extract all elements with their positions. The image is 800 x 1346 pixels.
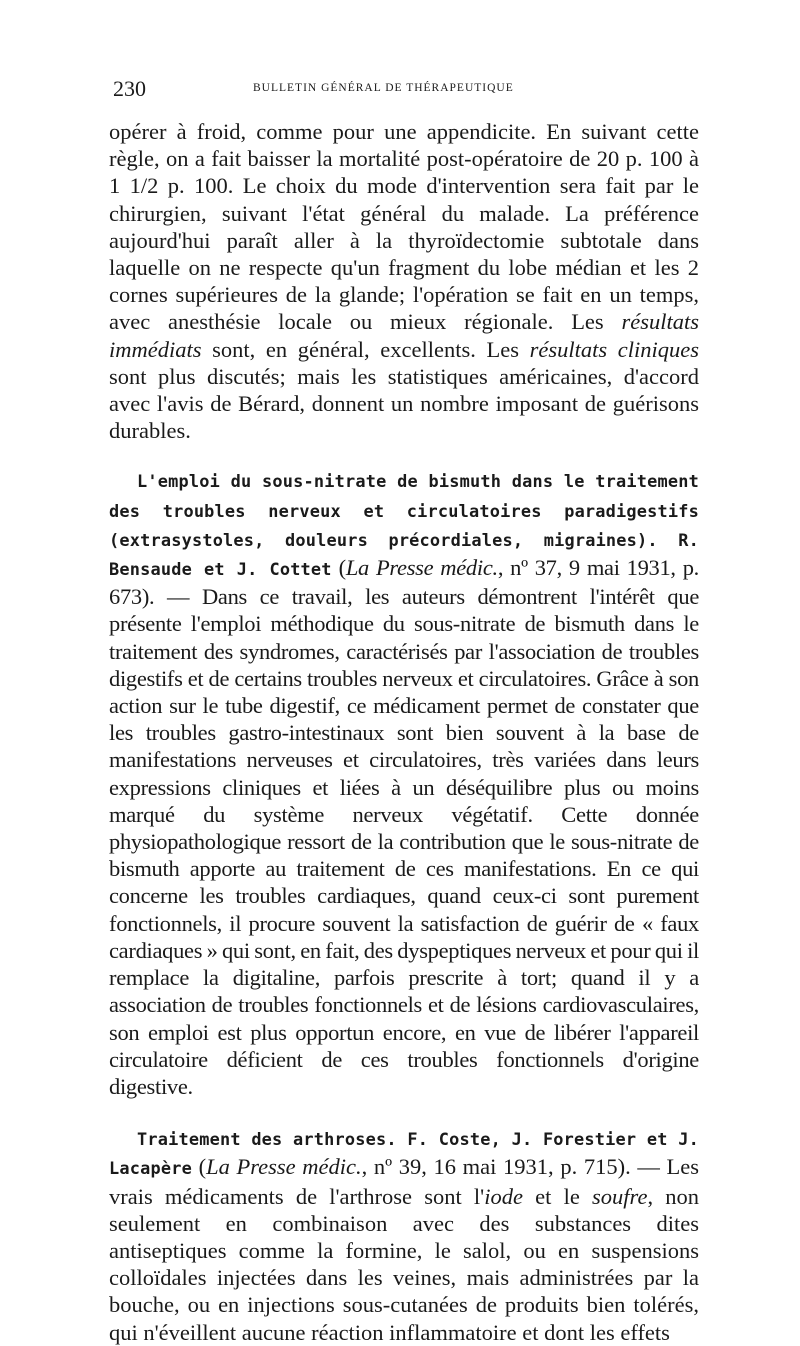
intro-italic-2: résultats cliniques: [529, 336, 699, 362]
article-bismuth-body: Dans ce travail, les auteurs démontrent l'intérêt que présente l'emploi méthodique du sous-nitrate de bismuth dans le traitement des syndromes, caractérisés par l'association de troubles digestifs et de certains troubles nerveux et circulatoires. Grâce à son action sur le tube digestif, ce médicament permet de constater que les troubles gastro-intestinaux sont bien souvent à la base de manifestations nerveuses et circulatoires, très variées dans leurs expressions cliniques et liées à un déséquilibre plus ou moins marqué du système nerveux végétatif. Cette donnée physiopathologique ressort de la contribution que le sous-nitrate de bismuth apporte au traitement de ces manifestations. En ce qui concerne les troubles cardiaques, quand ceux-ci sont purement fonctionnels, il procure souvent la satisfaction de guérir de « faux cardiaques » qui sont, en fait, des dyspeptiques nerveux et pour qui il remplace la digitaline, parfois prescrite à tort; quand il y a association de troubles fonctionnels et de lésions cardiovasculaires, son emploi est plus opportun encore, en vue de libérer l'appareil circulatoire déficient de ces troubles fonctionnels d'origine digestive.: [109, 584, 699, 1099]
running-title: BULLETIN GÉNÉRAL DE THÉRAPEUTIQUE: [253, 82, 514, 94]
article-bismuth: [109, 466, 699, 1100]
intro-text-1: opérer à froid, comme pour une appendicite. En suivant cette règle, on a fait baisser la mortalité post-opératoire de 20 p. 100 à 1 1/2 p. 100. Le choix du mode d'intervention sera fait par le chirurgien, suivant l'état général du malade. La préférence aujourd'hui paraît aller à la thyroïdectomie subtotale dans laquelle on ne respecte qu'un fragment du lobe médian et les 2 cornes supérieures de la glande; l'opération se fait en un temps, avec anesthésie locale ou mieux régionale. Les: [109, 119, 699, 335]
article-arthroses-ref-details: , nº 39, 16 mai 1931, p. 715). —: [361, 1154, 667, 1180]
article-arthroses-ref-open: (: [191, 1154, 207, 1180]
article-arthroses-body-2: et le: [522, 1183, 593, 1209]
article-arthroses-body-3: , non seulement en combinaison avec des substances dites antiseptiques comme la formine, le salol, ou en suspensions colloïdales injectées dans les veines, mais administrées par la bouche, ou en injections sous-cutanées de produits bien tolérés, qui n'éveillent aucune réaction inflammatoire et dont les effets: [109, 1183, 700, 1345]
intro-paragraph: [109, 118, 699, 444]
article-bismuth-ref-details: , nº 37, 9 mai 1931, p. 673). —: [109, 555, 699, 610]
article-arthroses: [109, 1124, 699, 1346]
page-number: 230: [113, 76, 146, 101]
body-text: [109, 118, 699, 1346]
article-bismuth-title: L'emploi du sous-nitrate de bismuth dans le traitement des troubles nerveux et circulatoires paradigestifs (extrasystoles, douleurs précordiales, migraines). R. Bensaude et J. Cottet: [109, 471, 699, 580]
intro-italic-1: résultats immédiats: [109, 309, 699, 362]
article-arthroses-iode: iode: [484, 1183, 523, 1209]
article-arthroses-title: Traitement des arthroses. F. Coste, J. Forestier et J. Lacapère: [109, 1129, 699, 1179]
article-arthroses-soufre: soufre: [592, 1183, 648, 1209]
intro-text-2: sont, en général, excellents. Les: [201, 336, 530, 362]
page-header: [113, 76, 693, 106]
article-bismuth-ref-open: (: [331, 555, 346, 581]
article-arthroses-journal: La Presse médic.: [206, 1154, 362, 1180]
article-bismuth-journal: La Presse médic.: [345, 555, 498, 581]
intro-text-3: sont plus discutés; mais les statistiques américaines, d'accord avec l'avis de Bérard, donnent un nombre imposant de guérisons durables.: [109, 363, 699, 444]
article-arthroses-body-1: Les vrais médicaments de l'arthrose sont l': [109, 1154, 699, 1209]
